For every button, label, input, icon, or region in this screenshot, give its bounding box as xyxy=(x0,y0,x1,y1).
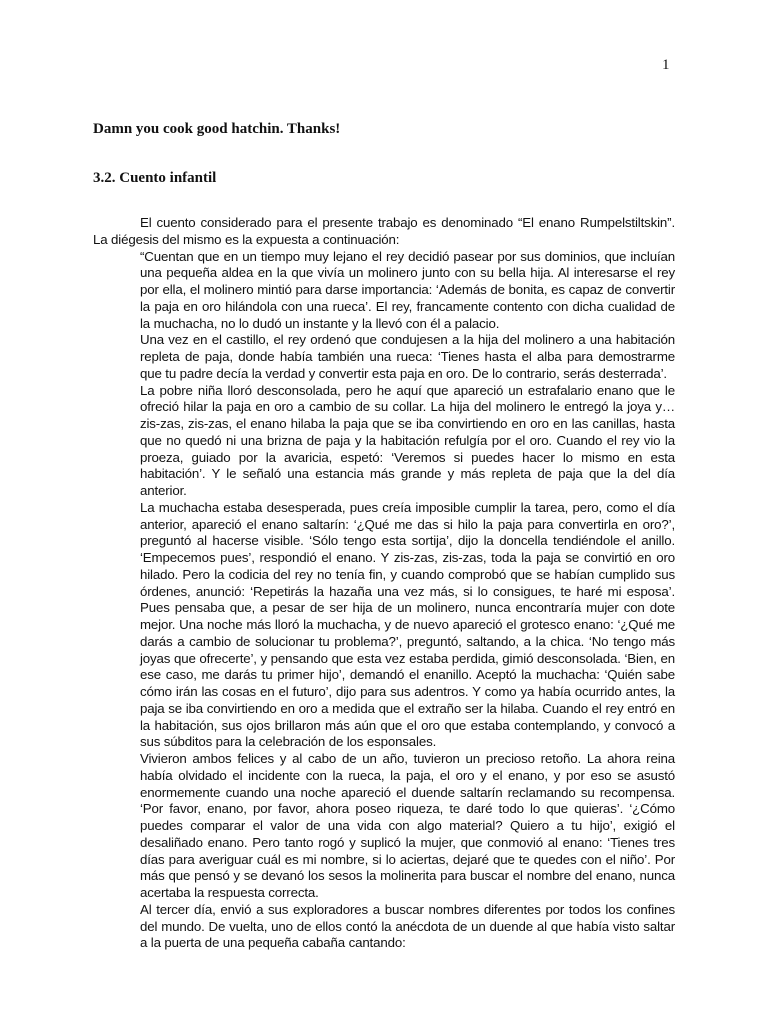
story-paragraph: Vivieron ambos felices y al cabo de un año, tuvieron un precioso retoño. La ahora reina había olvidado el incidente con la rueca, la paja, el oro y el enano, y por eso se asustó enormemente cuando una noche apareció el duende saltarín reclamando su recompensa. ‘Por favor, enano, por favor, ahora poseo riqueza, te daré todo lo que quieras’. ‘¿Cómo puedes comparar el valor de una vida con algo material? Quiero a tu hijo’, exigió el desaliñado enano. Pero tanto rogó y suplicó la mujer, que conmovió al enano: ‘Tienes tres días para averiguar cuál es mi nombre, si lo aciertas, dejaré que te quedes con el niño’. Por más que pensó y se devanó los sesos la molinerita para buscar el nombre del enano, nunca acertaba la respuesta correcta. xyxy=(140,751,675,900)
story-body xyxy=(93,215,675,952)
thanks-heading: Damn you cook good hatchin. Thanks! xyxy=(93,121,341,137)
story-paragraph: La muchacha estaba desesperada, pues creía imposible cumplir la tarea, pero, como el día anterior, apareció el enano saltarín: ‘¿Qué me das si hilo la paja para convertirla en oro?’, preguntó al hacerse visible. ‘Sólo tengo esta sortija’, dijo la doncella tendiéndole el anillo. ‘Empecemos pues’, respondió el enano. Y zis-zas, zis-zas, toda la paja se convirtió en oro hilado. Pero la codicia del rey no tenía fin, y cuando comprobó que se habían cumplido sus órdenes, anunció: ‘Repetirás la hazaña una vez más, si lo consigues, te haré mi esposa’. Pues pensaba que, a pesar de ser hija de un molinero, nunca encontraría mujer con dote mejor. Una noche más lloró la muchacha, y de nuevo apareció el grotesco enano: ‘¿Qué me darás a cambio de solucionar tu problema?’, preguntó, saltando, a la chica. ‘No tengo más joyas que ofrecerte’, y pensando que esta vez estaba perdida, gimió desconsolada. ‘Bien, en ese caso, me darás tu primer hijo’, demandó el enanillo. Aceptó la muchacha: ‘Quién sabe cómo irán las cosas en el futuro’, dijo para sus adentros. Y como ya había ocurrido antes, la paja se iba convirtiendo en oro a medida que el extraño ser la hilaba. Cuando el rey entró en la habitación, sus ojos brillaron más aún que el oro que estaba contemplando, y convocó a sus súbditos para la celebración de los esponsales. xyxy=(140,499,675,750)
story-paragraph: La pobre niña lloró desconsolada, pero he aquí que apareció un estrafalario enano que le ofreció hilar la paja en oro a cambio de su collar. La hija del molinero le entregó la joya y… zis-zas, zis-zas, el enano hilaba la paja que se iba convirtiendo en oro en las canillas, hasta que no quedó ni una brizna de paja y la habitación refulgía por el oro. Cuando el rey vio la proeza, guiado por la avaricia, espetó: ‘Veremos si puedes hacer lo mismo en esta habitación’. Y le señaló una estancia más grande y más repleta de paja que la del día anterior. xyxy=(140,382,675,498)
intro-paragraph: El cuento considerado para el presente trabajo es denominado “El enano Rumpelstiltskin”. La diégesis del mismo es la expuesta a continuación: xyxy=(93,215,675,247)
story-paragraph: Al tercer día, envió a sus exploradores a buscar nombres diferentes por todos los confines del mundo. De vuelta, uno de ellos contó la anécdota de un duende al que había visto saltar a la puerta de una pequeña cabaña cantando: xyxy=(140,901,675,951)
story-paragraph: Una vez en el castillo, el rey ordenó que condujesen a la hija del molinero a una habitación repleta de paja, donde había también una rueca: ‘Tienes hasta el alba para demostrarme que tu padre decía la verdad y convertir esta paja en oro. De lo contrario, serás desterrada’. xyxy=(140,332,675,381)
page-number: 1 xyxy=(662,57,670,73)
story-paragraph: “Cuentan que en un tiempo muy lejano el rey decidió pasear por sus dominios, que incluían una pequeña aldea en la que vivía un molinero junto con su bella hija. Al interesarse el rey por ella, el molinero mintió para darse importancia: ‘Además de bonita, es capaz de convertir la paja en oro hilándola con una rueca’. El rey, francamente contento con dicha cualidad de la muchacha, no lo dudó un instante y la llevó con él a palacio. xyxy=(140,248,675,331)
section-title: 3.2. Cuento infantil xyxy=(93,170,217,186)
